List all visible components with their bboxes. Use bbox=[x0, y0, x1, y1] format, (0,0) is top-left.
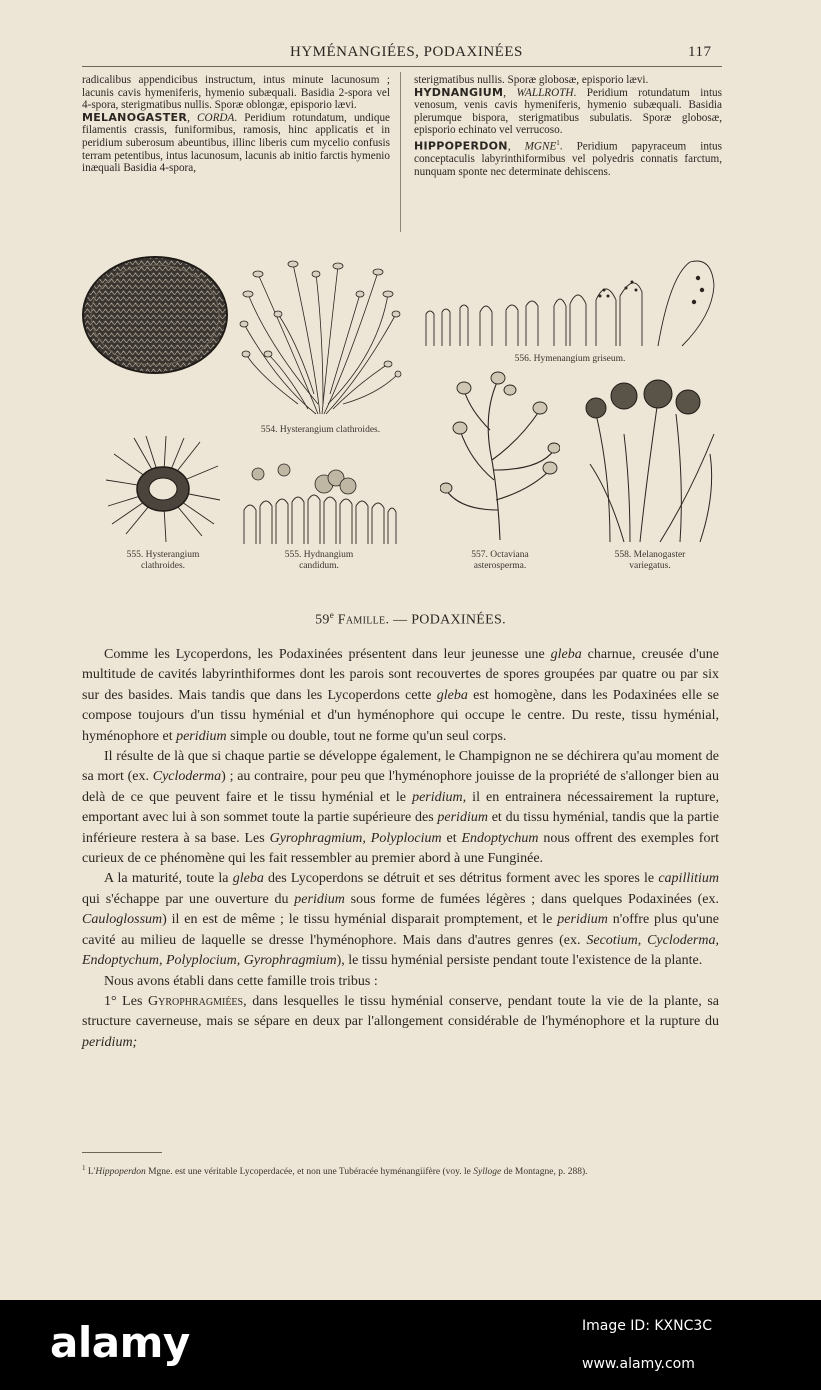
family-name: PODAXINÉES. bbox=[411, 612, 506, 628]
left-continuation: radicalibus appendicibus instructum, intus minute lacunosum ; lacunis cavis hymeniferis, hymenio subæquali. Basidia 2-spora vel 4-spora, sterigmatibus nullis. Sporæ oblongæ, episporio lævi. bbox=[82, 74, 390, 112]
caption-557-line2: asterosperma. bbox=[473, 560, 527, 571]
image-id: Image ID: KXNC3C bbox=[582, 1318, 713, 1334]
figure-555-hydnangium bbox=[240, 460, 398, 546]
melanogaster-text: . Peridium rotundatum, undique filamentis crassis, funiformibus, ramosis, hinc applicatis et in peridium suberosum abeuntibus, illinc liberis cum mycelio confusis terram petentibus, intus lacunosum, lacunis ab initio farctis hymenio inæquali Basidia 4-spora, bbox=[82, 111, 391, 175]
hydnangium-text: . Peridium rotundatum intus venosum, venis cavis hymeniferis, hymenio subæquali. Basidia plerumque bispora, sterigmatibus subulatis. Sporæ globosæ, episporio echinato vel verrucoso. bbox=[414, 86, 723, 137]
paragraph-2: Il résulte de là que si chaque partie se développe également, le Champignon ne se déchirera qu'au moment de sa mort (ex. Cycloderma) ; au contraire, pour peu que l'hyménophore jouisse de la propriété de s'allonger bien au delà de ce que peuvent faire et le tissu hyménial et le peridium, il en entrainera nécessairement la rupture, emportant avec lui à son sommet toute la partie supérieure des peridium et du tissu hyménial, tandis que la partie inférieure restera à sa base. Les Gyrophragmium, Polyplocium et Endoptychum nous offrent des exemples fort curieux de ce phénomène qui les fait ressembler au premier abord à une Funginée. bbox=[82, 749, 720, 867]
genus-hydnangium: HYDNANGIUM bbox=[414, 85, 504, 99]
caption-555-left bbox=[104, 550, 222, 571]
right-column bbox=[414, 74, 722, 178]
caption-558-line1: 558. Melanogaster bbox=[614, 550, 686, 560]
genus-melanogaster: MELANOGASTER bbox=[82, 110, 188, 124]
hippoperdon-text: . Peridium papyraceum intus conceptaculis labyrinthiformibus vel polyedris connatis farctum, nunquam sponte nec determinate dehiscens. bbox=[414, 140, 722, 178]
paragraph-5: 1° Les Gyrophragmiées, dans lesquelles le tissu hyménial conserve, pendant toute la vie de la plante, sa structure caverneuse, mais se sépare en deux par l'allongement considérable de l'hyménophore et la rupture du peridium; bbox=[82, 993, 719, 1050]
caption-555-right-line2: candidum. bbox=[299, 560, 339, 571]
caption-557 bbox=[440, 550, 560, 571]
genus-hippoperdon: HIPPOPERDON bbox=[414, 139, 508, 153]
figure-554-filaments bbox=[238, 254, 403, 419]
author-wallroth: WALLROTH bbox=[516, 86, 574, 99]
hydnangium-entry: HYDNANGIUM, WALLROTH. Peridium rotundatum intus venosum, venis cavis hymeniferis, hymenio subæquali. Basidia plerumque bispora, sterigmatibus subulatis. Sporæ globosæ, episporio echinato vel verrucoso. bbox=[414, 85, 723, 137]
author-corda: CORDA bbox=[197, 111, 235, 124]
image-url: www.alamy.com bbox=[582, 1356, 695, 1372]
figure-554-section bbox=[80, 254, 230, 376]
footnote: $^1$ L'Hippoperdon Mgne. est une véritable Lycoperdacée, et non une Tubéracée hyménangiifère (voy. le Sylloge de Montagne, p. 288). bbox=[82, 1164, 588, 1178]
header-rule bbox=[82, 66, 722, 67]
family-label: Famille. bbox=[337, 612, 390, 628]
family-dash: — bbox=[393, 612, 408, 628]
caption-555-right bbox=[240, 550, 398, 571]
caption-556: 556. Hymenangium griseum. bbox=[514, 354, 626, 364]
body-text bbox=[82, 645, 719, 1053]
running-title: HYMÉNANGIÉES, PODAXINÉES bbox=[290, 44, 523, 60]
family-number-sup: e bbox=[329, 610, 334, 620]
hippoperdon-entry: HIPPOPERDON, MGNE$^1$. Peridium papyraceum intus conceptaculis labyrinthiformibus vel polyedris connatis farctum, nunquam sponte nec determinate dehiscens. bbox=[414, 138, 722, 178]
family-number: 59 bbox=[315, 612, 330, 628]
paragraph-3: A la maturité, toute la gleba des Lycoperdons se détruit et ses détritus forment avec les spores le capillitium qui s'échappe par une ouverture du peridium sous forme de fumées légères ; dans quelques Podaxinées (ex. Cauloglossum) il en est de même ; le tissu hyménial disparait promptement, et le peridium n'offre plus qu'une cavité au milieu de laquelle se dresse l'hyménophore. Mais dans d'autres genres (ex. Secotium, Cycloderma, Endoptychum, Polyplocium, Gyrophragmium), le tissu hyménial persiste pendant toute l'existence de la plante. bbox=[82, 871, 720, 969]
figure-556 bbox=[420, 256, 720, 352]
figure-555-hysterangium bbox=[104, 434, 222, 544]
page-number: 117 bbox=[688, 44, 712, 60]
left-column bbox=[82, 74, 390, 175]
caption-554: 554. Hysterangium clathroides. bbox=[260, 425, 381, 435]
figure-558 bbox=[580, 374, 720, 544]
caption-557-line1: 557. Octaviana bbox=[471, 550, 529, 560]
column-divider bbox=[400, 72, 401, 232]
caption-555-right-line1: 555. Hydnangium bbox=[284, 550, 354, 560]
caption-555-left-line2: clathroides. bbox=[140, 560, 186, 571]
author-mgne: MGNE bbox=[524, 140, 557, 153]
figure-557 bbox=[440, 370, 560, 542]
melanogaster-entry: MELANOGASTER, CORDA. Peridium rotundatum, undique filamentis crassis, funiformibus, ramosis, hinc applicatis et in peridium suberosum abeuntibus, illinc liberis cum mycelio confusis terram petentibus, intus lacunosum, lacunis ab initio farctis hymenio inæquali Basidia 4-spora, bbox=[82, 110, 391, 175]
caption-558-line2: variegatus. bbox=[629, 560, 671, 571]
alamy-logo: alamy bbox=[50, 1318, 190, 1367]
footnote-ref: 1 bbox=[556, 138, 560, 147]
paragraph-4: Nous avons établi dans cette famille trois tribus : bbox=[104, 973, 378, 989]
caption-555-left-line1: 555. Hysterangium bbox=[126, 550, 200, 560]
paragraph-1: Comme les Lycoperdons, les Podaxinées présentent dans leur jeunesse une gleba charnue, creusée d'une multitude de cavités labyrinthiformes dont les parois sont recouvertes de spores groupées par quatre ou par six sur des basides. Mais tandis que dans les Lycoperdons cette gleba est homogène, dans les Podaxinées elle se compose toujours d'un tissu hyménial et d'un hyménophore qui occupe le centre. Du reste, tissu hyménial, hyménophore et peridium simple ou double, tout ne forme qu'un seul corps. bbox=[82, 647, 720, 744]
running-header bbox=[0, 44, 821, 66]
footnote-rule bbox=[82, 1152, 162, 1153]
caption-558 bbox=[580, 550, 720, 571]
right-continuation: sterigmatibus nullis. Sporæ globosæ, episporio lævi. bbox=[414, 74, 649, 86]
family-heading bbox=[0, 610, 821, 629]
